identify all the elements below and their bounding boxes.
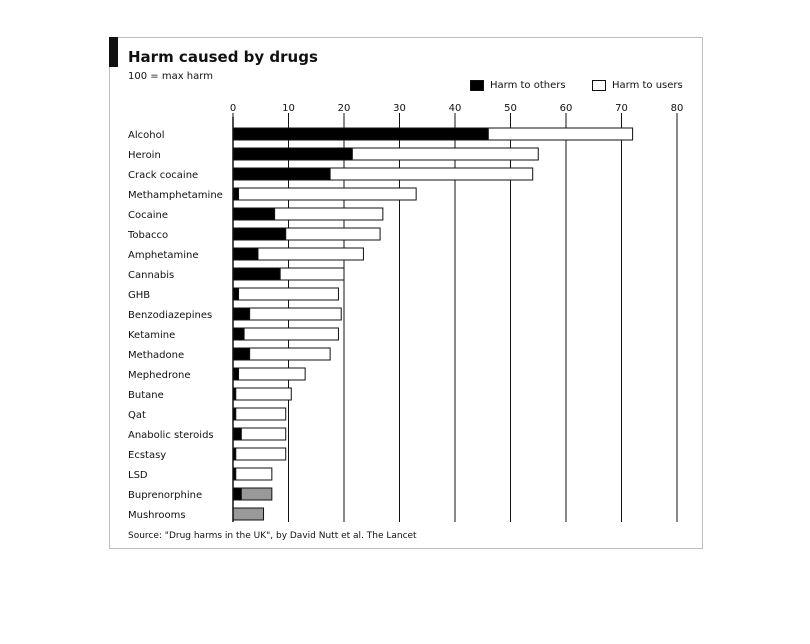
bar-harm-to-others-11 (233, 348, 250, 360)
category-label-16: Ecstasy (128, 450, 167, 461)
category-label-13: Butane (128, 390, 164, 401)
bar-harm-to-users-15 (241, 428, 285, 440)
category-label-2: Crack cocaine (128, 170, 199, 181)
category-label-5: Tobacco (128, 230, 169, 241)
bar-harm-to-others-0 (233, 128, 488, 140)
bar-harm-to-users-5 (286, 228, 380, 240)
category-label-17: LSD (128, 470, 148, 481)
category-label-11: Methadone (128, 350, 185, 361)
bar-harm-to-users-1 (352, 148, 538, 160)
category-label-18: Buprenorphine (128, 490, 203, 501)
bar-harm-to-others-9 (233, 308, 250, 320)
bar-harm-to-users-12 (239, 368, 306, 380)
x-tick-label-80: 80 (670, 103, 684, 114)
x-tick-label-0: 0 (229, 103, 237, 114)
category-label-0: Alcohol (128, 130, 165, 141)
bar-harm-to-users-2 (330, 168, 533, 180)
bar-harm-to-others-4 (233, 208, 275, 220)
bar-harm-to-others-10 (233, 328, 244, 340)
category-label-19: Mushrooms (128, 510, 186, 521)
x-tick-label-10: 10 (282, 103, 295, 114)
category-label-4: Cocaine (128, 210, 168, 221)
bar-harm-to-users-7 (280, 268, 344, 280)
bar-harm-to-users-6 (258, 248, 363, 260)
bar-harm-to-users-10 (244, 328, 338, 340)
bar-harm-to-others-15 (233, 428, 241, 440)
bar-harm-to-users-17 (236, 468, 272, 480)
bar-harm-to-others-8 (233, 288, 239, 300)
x-tick-label-30: 30 (393, 103, 406, 114)
bar-harm-to-others-5 (233, 228, 286, 240)
bar-harm-to-users-11 (250, 348, 330, 360)
bar-harm-to-others-6 (233, 248, 258, 260)
bar-harm-to-others-3 (233, 188, 239, 200)
bar-harm-to-users-14 (236, 408, 286, 420)
bar-harm-to-users-3 (239, 188, 417, 200)
bar-harm-to-users-19 (233, 508, 264, 520)
category-label-3: Methamphetamine (128, 190, 223, 201)
x-tick-label-20: 20 (337, 103, 351, 114)
bar-harm-to-others-18 (233, 488, 241, 500)
bar-harm-to-others-12 (233, 368, 239, 380)
legend-label-users: Harm to users (612, 79, 683, 91)
bar-harm-to-users-16 (236, 448, 286, 460)
category-label-10: Ketamine (128, 330, 176, 341)
bar-harm-to-users-8 (239, 288, 339, 300)
bar-harm-to-others-2 (233, 168, 330, 180)
x-tick-label-40: 40 (448, 103, 462, 114)
category-label-1: Heroin (128, 150, 161, 161)
category-label-9: Benzodiazepines (128, 310, 213, 321)
chart-subtitle: 100 = max harm (128, 71, 213, 82)
chart-title: Harm caused by drugs (128, 48, 318, 66)
x-tick-label-60: 60 (559, 103, 573, 114)
category-label-6: Amphetamine (128, 250, 199, 261)
bar-harm-to-users-18 (241, 488, 272, 500)
category-label-15: Anabolic steroids (128, 430, 214, 441)
bar-harm-to-others-1 (233, 148, 352, 160)
category-label-8: GHB (128, 290, 151, 301)
x-tick-label-70: 70 (615, 103, 628, 114)
category-label-12: Mephedrone (128, 370, 191, 381)
category-label-7: Cannabis (128, 270, 175, 281)
bar-harm-to-others-7 (233, 268, 280, 280)
bar-harm-to-users-13 (236, 388, 292, 400)
chart-source: Source: "Drug harms in the UK", by David Nutt et al. The Lancet (128, 531, 417, 541)
legend-label-others: Harm to others (490, 79, 566, 91)
category-label-14: Qat (128, 410, 146, 421)
bar-harm-to-users-4 (275, 208, 383, 220)
x-tick-label-50: 50 (504, 103, 517, 114)
bar-harm-to-users-9 (250, 308, 342, 320)
bar-harm-to-users-0 (488, 128, 632, 140)
